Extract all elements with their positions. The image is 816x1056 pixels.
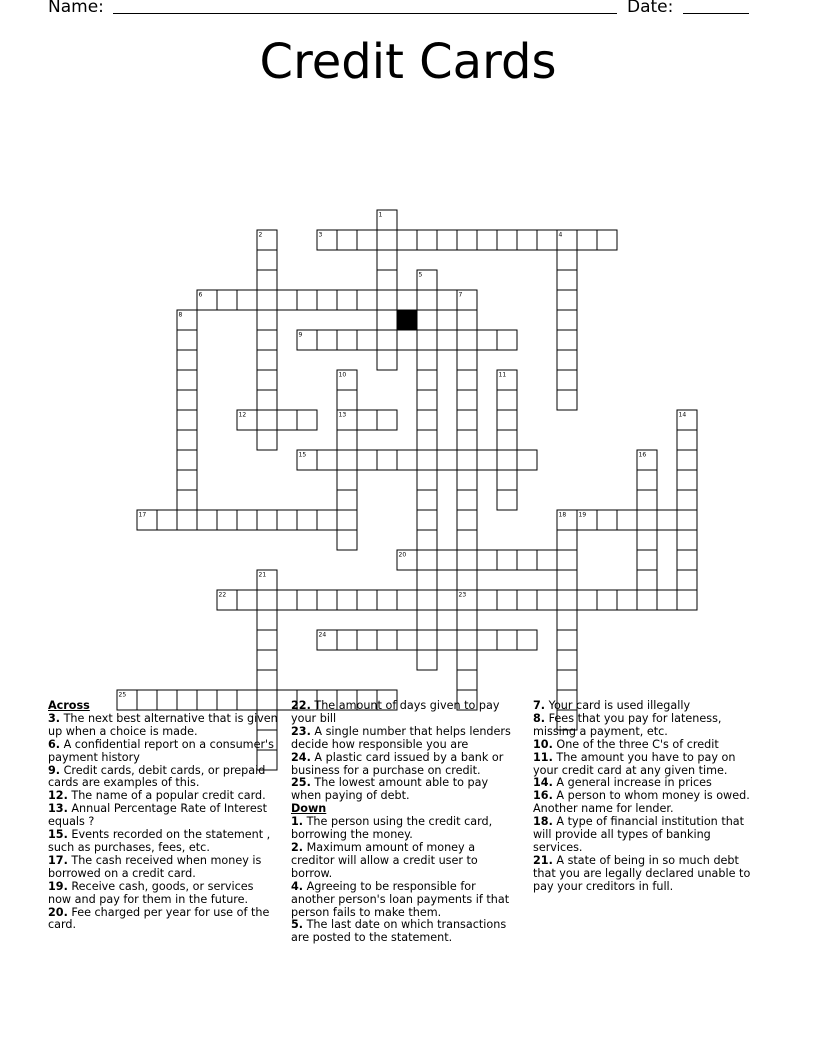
clue-number: 16 (638, 451, 647, 459)
grid-cell[interactable] (497, 330, 517, 350)
grid-cell[interactable] (457, 470, 477, 490)
grid-cell[interactable] (257, 430, 277, 450)
grid-cell[interactable] (217, 510, 237, 530)
clue-item-text: A state of being in so much debt that you are legally declared unable to pay your creditors in full. (533, 853, 751, 893)
page-title: Credit Cards (259, 34, 557, 90)
grid-cell[interactable] (597, 230, 617, 250)
clue-item-number: 7. (533, 699, 546, 712)
grid-cell[interactable] (337, 490, 357, 510)
clue-item-text: A confidential report on a consumer's payment history (48, 737, 274, 764)
clue-item-number: 24. (291, 750, 311, 764)
clue-number: 15 (298, 451, 307, 459)
grid-cell[interactable] (377, 350, 397, 370)
grid-cell[interactable] (177, 490, 197, 510)
clue-section-header: Across (48, 699, 90, 712)
grid-cell[interactable] (557, 670, 577, 690)
grid-cell[interactable] (457, 310, 477, 330)
clue-item-text: A type of financial institution that will provide all types of banking services. (533, 815, 745, 854)
grid-cell[interactable] (257, 310, 277, 330)
grid-cell[interactable] (357, 590, 377, 610)
grid-cell[interactable] (457, 550, 477, 570)
grid-cell[interactable] (417, 570, 437, 590)
clue-item-text: The person using the credit card, borrowing the money. (291, 815, 493, 842)
clue-item-number: 18. (533, 815, 553, 829)
grid-cell[interactable] (417, 230, 437, 250)
grid-cell[interactable] (637, 530, 657, 550)
clue-item-number: 6. (48, 737, 61, 751)
clue-item (48, 855, 278, 881)
clue-number: 10 (338, 371, 347, 379)
grid-cell[interactable] (677, 430, 697, 450)
grid-cell[interactable] (557, 290, 577, 310)
grid-cell[interactable] (237, 510, 257, 530)
grid-cell[interactable] (417, 330, 437, 350)
grid-cell[interactable] (637, 570, 657, 590)
clue-number: 18 (558, 511, 567, 519)
clue-number: 7 (458, 291, 463, 299)
grid-cell[interactable] (377, 250, 397, 270)
clue-number: 6 (198, 291, 203, 299)
clue-item-number: 23. (291, 724, 311, 738)
clue-item-number: 14. (533, 776, 553, 790)
grid-cell[interactable] (557, 370, 577, 390)
grid-cell[interactable] (557, 630, 577, 650)
clue-number: 8 (178, 311, 183, 319)
grid-cell[interactable] (297, 510, 317, 530)
grid-cell[interactable] (477, 450, 497, 470)
grid-cell[interactable] (637, 490, 657, 510)
clue-item-text: Your card is used illegally (545, 699, 691, 712)
clue-number: 11 (498, 371, 507, 379)
clue-item (291, 726, 521, 752)
grid-cell[interactable] (557, 390, 577, 410)
grid-cell[interactable] (417, 650, 437, 670)
grid-cell[interactable] (557, 570, 577, 590)
grid-cell[interactable] (357, 630, 377, 650)
clue-number: 9 (298, 331, 303, 339)
clue-number: 24 (318, 631, 327, 639)
grid-cell[interactable] (257, 630, 277, 650)
grid-cell[interactable] (517, 630, 537, 650)
grid-cell[interactable] (177, 350, 197, 370)
clue-item-text: The amount of days given to pay your bill (291, 699, 500, 725)
clue-item (48, 739, 278, 765)
grid-cell[interactable] (337, 230, 357, 250)
grid-cell[interactable] (277, 290, 297, 310)
grid-cell[interactable] (497, 590, 517, 610)
black-cell (397, 310, 417, 330)
grid-cell[interactable] (417, 450, 437, 470)
grid-cell[interactable] (317, 450, 337, 470)
clue-item (48, 803, 278, 829)
grid-cell[interactable] (377, 630, 397, 650)
grid-cell[interactable] (377, 450, 397, 470)
grid-cell[interactable] (337, 470, 357, 490)
grid-cell[interactable] (677, 470, 697, 490)
grid-cell[interactable] (537, 590, 557, 610)
clue-number: 4 (558, 231, 563, 239)
grid-cell[interactable] (337, 530, 357, 550)
grid-cell[interactable] (177, 450, 197, 470)
grid-cell[interactable] (277, 510, 297, 530)
grid-cell[interactable] (517, 590, 537, 610)
clue-number: 1 (378, 211, 383, 219)
grid-cell[interactable] (377, 230, 397, 250)
grid-cell[interactable] (177, 470, 197, 490)
clue-item-text: Events recorded on the statement , such as purchases, fees, etc. (48, 828, 271, 854)
clue-item-text: Annual Percentage Rate of Interest equals ? (48, 802, 267, 829)
grid-cell[interactable] (177, 330, 197, 350)
clue-item (48, 829, 278, 855)
grid-cell[interactable] (497, 390, 517, 410)
clue-item (291, 881, 521, 920)
clue-item-text: Credit cards, debit cards, or prepaid cards are examples of this. (48, 763, 266, 790)
grid-cell[interactable] (257, 610, 277, 630)
clue-section-header: Down (291, 802, 327, 816)
grid-cell[interactable] (417, 530, 437, 550)
grid-cell[interactable] (677, 510, 697, 530)
grid-cell[interactable] (317, 510, 337, 530)
grid-cell[interactable] (297, 590, 317, 610)
clue-item-text: The amount you have to pay on your credit card at any given time. (533, 750, 736, 777)
grid-cell[interactable] (257, 390, 277, 410)
clue-item-number: 19. (48, 879, 68, 893)
grid-cell[interactable] (197, 510, 217, 530)
clue-item-number: 21. (533, 853, 553, 867)
grid-cell[interactable] (357, 330, 377, 350)
grid-cell[interactable] (337, 450, 357, 470)
grid-cell[interactable] (177, 390, 197, 410)
grid-cell[interactable] (337, 390, 357, 410)
grid-cell[interactable] (397, 230, 417, 250)
clue-number: 5 (418, 271, 423, 279)
clue-item-number: 8. (533, 711, 546, 725)
grid-cell[interactable] (177, 370, 197, 390)
grid-cell[interactable] (457, 450, 477, 470)
grid-cell[interactable] (497, 410, 517, 430)
clue-number: 2 (258, 231, 263, 239)
grid-cell[interactable] (257, 270, 277, 290)
clue-item (533, 752, 763, 778)
grid-cell[interactable] (477, 330, 497, 350)
grid-cell[interactable] (417, 510, 437, 530)
grid-cell[interactable] (377, 290, 397, 310)
grid-cell[interactable] (457, 570, 477, 590)
grid-cell[interactable] (497, 490, 517, 510)
grid-cell[interactable] (277, 590, 297, 610)
clue-item-text: The cash received when money is borrowed on a credit card. (48, 853, 262, 880)
grid-cell[interactable] (417, 470, 437, 490)
grid-cell[interactable] (557, 310, 577, 330)
clues-column-3 (533, 700, 763, 894)
grid-cell[interactable] (457, 610, 477, 630)
grid-cell[interactable] (437, 450, 457, 470)
clue-item-text: A general increase in prices (552, 776, 712, 790)
grid-cell[interactable] (657, 590, 677, 610)
grid-cell[interactable] (317, 590, 337, 610)
grid-cell[interactable] (457, 410, 477, 430)
grid-cell[interactable] (617, 590, 637, 610)
clue-number: 25 (118, 691, 127, 699)
grid-cell[interactable] (397, 450, 417, 470)
clue-item (48, 765, 278, 791)
grid-cell[interactable] (497, 230, 517, 250)
grid-cell[interactable] (297, 290, 317, 310)
grid-cell[interactable] (457, 330, 477, 350)
grid-cell[interactable] (477, 590, 497, 610)
clue-item (48, 881, 278, 907)
grid-cell[interactable] (637, 590, 657, 610)
grid-cell[interactable] (497, 450, 517, 470)
grid-cell[interactable] (377, 270, 397, 290)
clue-item-number: 12. (48, 789, 68, 803)
grid-cell[interactable] (417, 550, 437, 570)
grid-cell[interactable] (417, 310, 437, 330)
grid-cell[interactable] (677, 490, 697, 510)
grid-cell[interactable] (237, 290, 257, 310)
grid-cell[interactable] (417, 430, 437, 450)
grid-cell[interactable] (357, 290, 377, 310)
grid-cell[interactable] (337, 430, 357, 450)
grid-cell[interactable] (257, 350, 277, 370)
grid-cell[interactable] (557, 250, 577, 270)
clue-item-number: 16. (533, 789, 553, 803)
clue-item (533, 790, 763, 816)
grid-cell[interactable] (557, 270, 577, 290)
grid-cell[interactable] (357, 410, 377, 430)
grid-cell[interactable] (337, 630, 357, 650)
grid-cell[interactable] (257, 650, 277, 670)
grid-cell[interactable] (437, 630, 457, 650)
grid-cell[interactable] (157, 510, 177, 530)
grid-cell[interactable] (617, 510, 637, 530)
grid-cell[interactable] (437, 230, 457, 250)
clue-item-text: Agreeing to be responsible for another person's loan payments if that person fails to make them. (291, 879, 510, 919)
clue-item-text: The last date on which transactions are posted to the statement. (291, 918, 507, 945)
clue-item-text: The next best alternative that is given up when a choice is made. (48, 711, 278, 738)
grid-cell[interactable] (397, 290, 417, 310)
grid-cell[interactable] (637, 550, 657, 570)
grid-cell[interactable] (557, 530, 577, 550)
clue-number: 20 (398, 551, 407, 559)
grid-cell[interactable] (557, 650, 577, 670)
grid-cell[interactable] (257, 290, 277, 310)
clue-item-text: The lowest amount able to pay when paying of debt. (291, 776, 489, 803)
clue-number: 21 (258, 571, 267, 579)
grid-cell[interactable] (517, 550, 537, 570)
grid-cell[interactable] (637, 510, 657, 530)
clue-number: 17 (138, 511, 147, 519)
clue-item (291, 752, 521, 778)
grid-cell[interactable] (677, 570, 697, 590)
clue-number: 19 (578, 511, 587, 519)
grid-cell[interactable] (417, 410, 437, 430)
clue-item-text: One of the three C's of credit (552, 737, 719, 751)
clues-column-1 (48, 700, 278, 932)
clue-item (533, 713, 763, 739)
grid-cell[interactable] (297, 410, 317, 430)
grid-cell[interactable] (257, 510, 277, 530)
grid-cell[interactable] (477, 230, 497, 250)
grid-cell[interactable] (397, 330, 417, 350)
clue-item-number: 10. (533, 737, 553, 751)
grid-cell[interactable] (537, 230, 557, 250)
clue-number: 12 (238, 411, 247, 419)
grid-cell[interactable] (457, 670, 477, 690)
grid-cell[interactable] (257, 330, 277, 350)
grid-cell[interactable] (437, 590, 457, 610)
grid-cell[interactable] (497, 430, 517, 450)
grid-cell[interactable] (277, 410, 297, 430)
clue-item (48, 713, 278, 739)
grid-cell[interactable] (237, 590, 257, 610)
grid-cell[interactable] (477, 630, 497, 650)
grid-cell[interactable] (497, 630, 517, 650)
grid-cell[interactable] (677, 450, 697, 470)
grid-cell[interactable] (457, 230, 477, 250)
grid-cell[interactable] (417, 290, 437, 310)
grid-cell[interactable] (377, 310, 397, 330)
clue-number: 22 (218, 591, 227, 599)
grid-cell[interactable] (417, 350, 437, 370)
clue-item-number: 22. (291, 699, 311, 712)
grid-cell[interactable] (557, 550, 577, 570)
grid-cell[interactable] (377, 410, 397, 430)
grid-cell[interactable] (337, 330, 357, 350)
date-label: Date: (627, 0, 674, 17)
clue-item-text: Maximum amount of money a creditor will allow a credit user to borrow. (291, 840, 478, 880)
clue-item-number: 4. (291, 879, 304, 893)
grid-cell[interactable] (637, 470, 657, 490)
clue-item (291, 816, 521, 842)
clue-item-text: A plastic card issued by a bank or business for a purchase on credit. (291, 750, 504, 777)
grid-cell[interactable] (257, 410, 277, 430)
grid-cell[interactable] (337, 590, 357, 610)
clue-item (291, 777, 521, 803)
grid-cell[interactable] (257, 590, 277, 610)
grid-cell[interactable] (557, 590, 577, 610)
grid-cell[interactable] (257, 250, 277, 270)
clue-item-number: 20. (48, 905, 68, 919)
clue-number: 14 (678, 411, 687, 419)
grid-cell[interactable] (457, 630, 477, 650)
grid-cell[interactable] (457, 390, 477, 410)
clue-item (291, 919, 521, 945)
grid-cell[interactable] (257, 370, 277, 390)
grid-cell[interactable] (597, 590, 617, 610)
clue-number: 13 (338, 411, 347, 419)
grid-cell[interactable] (397, 630, 417, 650)
grid-cell[interactable] (517, 450, 537, 470)
grid-cell[interactable] (417, 390, 437, 410)
grid-cell[interactable] (177, 510, 197, 530)
grid-cell[interactable] (457, 530, 477, 550)
grid-cell[interactable] (577, 230, 597, 250)
grid-cell[interactable] (377, 590, 397, 610)
clue-item-text: Fee charged per year for use of the card. (48, 905, 270, 932)
clue-item-number: 3. (48, 711, 61, 725)
grid-cell[interactable] (557, 350, 577, 370)
grid-cell[interactable] (457, 510, 477, 530)
grid-cell[interactable] (317, 290, 337, 310)
grid-cell[interactable] (497, 470, 517, 490)
grid-cell[interactable] (457, 650, 477, 670)
clue-number: 23 (458, 591, 467, 599)
grid-cell[interactable] (357, 450, 377, 470)
clue-item-number: 25. (291, 776, 311, 790)
clue-item (48, 907, 278, 933)
grid-cell[interactable] (417, 370, 437, 390)
clue-item (533, 816, 763, 855)
grid-cell[interactable] (317, 330, 337, 350)
grid-cell[interactable] (657, 510, 677, 530)
grid-cell[interactable] (457, 490, 477, 510)
grid-cell[interactable] (677, 590, 697, 610)
grid-cell[interactable] (677, 530, 697, 550)
grid-cell[interactable] (537, 550, 557, 570)
grid-cell[interactable] (597, 510, 617, 530)
grid-cell[interactable] (417, 610, 437, 630)
clue-number: 3 (318, 231, 323, 239)
grid-cell[interactable] (397, 590, 417, 610)
grid-cell[interactable] (177, 410, 197, 430)
grid-cell[interactable] (417, 590, 437, 610)
grid-cell[interactable] (457, 430, 477, 450)
grid-cell[interactable] (417, 490, 437, 510)
clue-item (533, 855, 763, 894)
clue-item-number: 15. (48, 828, 68, 842)
grid-cell[interactable] (217, 290, 237, 310)
grid-cell[interactable] (497, 550, 517, 570)
grid-cell[interactable] (357, 230, 377, 250)
clue-item-number: 2. (291, 840, 304, 854)
grid-cell[interactable] (437, 290, 457, 310)
clues-column-2 (291, 700, 521, 945)
clue-item-text: Fees that you pay for lateness, missing a payment, etc. (533, 711, 722, 738)
clue-item-number: 9. (48, 763, 61, 777)
grid-cell[interactable] (337, 290, 357, 310)
clue-item-number: 17. (48, 853, 68, 867)
name-label: Name: (48, 0, 104, 17)
clue-item-number: 11. (533, 750, 553, 764)
grid-cell[interactable] (437, 550, 457, 570)
grid-cell[interactable] (557, 610, 577, 630)
clue-item-number: 1. (291, 815, 304, 829)
grid-cell[interactable] (577, 590, 597, 610)
grid-cell[interactable] (257, 670, 277, 690)
grid-cell[interactable] (517, 230, 537, 250)
grid-cell[interactable] (557, 330, 577, 350)
grid-cell[interactable] (457, 350, 477, 370)
clue-item (291, 842, 521, 881)
grid-cell[interactable] (177, 430, 197, 450)
grid-cell[interactable] (437, 330, 457, 350)
clue-item (291, 700, 521, 726)
grid-cell[interactable] (677, 550, 697, 570)
grid-cell[interactable] (377, 330, 397, 350)
clue-item-text: The name of a popular credit card. (67, 789, 266, 803)
grid-cell[interactable] (417, 630, 437, 650)
grid-cell[interactable] (477, 550, 497, 570)
clue-item-text: Receive cash, goods, or services now and pay for them in the future. (48, 879, 254, 906)
clue-item-number: 13. (48, 802, 68, 816)
clue-item-text: A single number that helps lenders decide how responsible you are (291, 724, 511, 751)
grid-cell[interactable] (337, 510, 357, 530)
grid-cell[interactable] (457, 370, 477, 390)
clue-item-number: 5. (291, 918, 304, 932)
clue-item-text: A person to whom money is owed. Another name for lender. (533, 789, 750, 816)
